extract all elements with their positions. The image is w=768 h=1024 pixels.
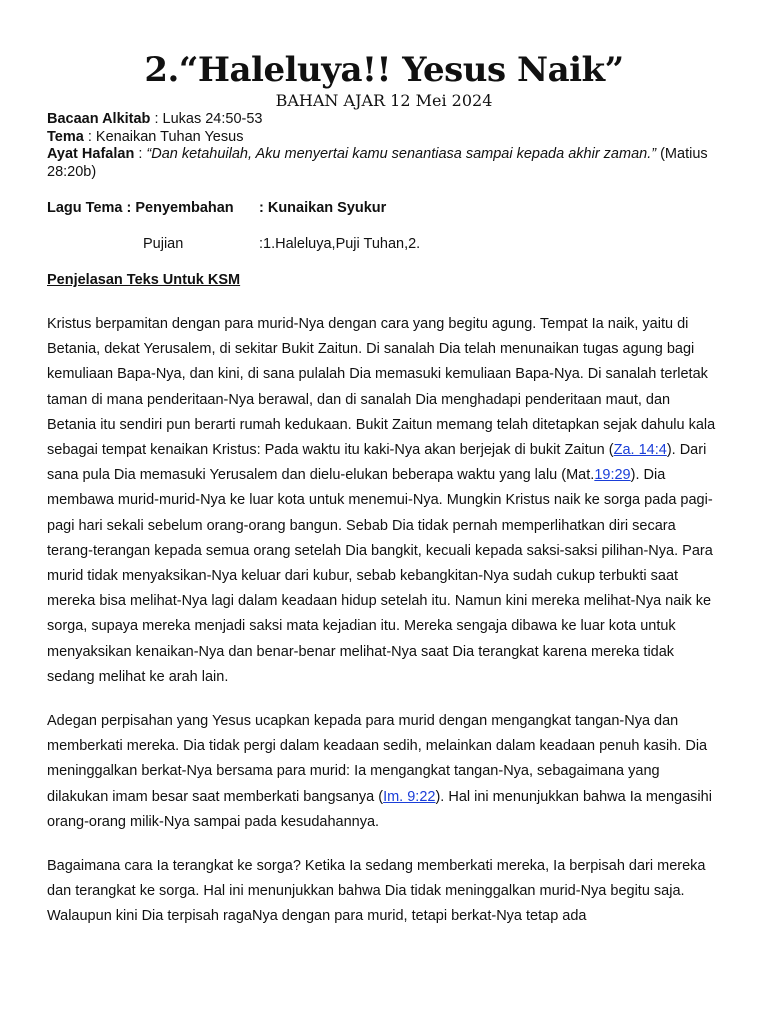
pujian-label: Pujian — [143, 236, 184, 252]
tema-label: Tema — [47, 128, 84, 145]
ayat-quote: “Dan ketahuilah, Aku menyertai kamu senantiasa sampai kepada akhir zaman.” — [146, 146, 657, 162]
ayat-reference: (Matius 28:20b) — [47, 146, 708, 180]
pujian-value: :1.Haleluya,Puji Tuhan,2. — [259, 236, 421, 252]
ayat-label: Ayat Hafalan — [47, 146, 135, 162]
paragraph-1-text-b: ). Dari sana pula Dia memasuki Yerusalem dan dielu-elukan beberapa waktu yang lalu (Mat. — [47, 442, 707, 484]
document-title: 2.“Haleluya!! Yesus Naik” — [144, 50, 624, 90]
pujian-line — [47, 235, 721, 253]
lesson-meta — [47, 111, 721, 181]
section-heading: Penjelasan Teks Untuk KSM — [47, 272, 241, 288]
paragraph-2-text-a: Adegan perpisahan yang Yesus ucapkan kepada para murid dengan mengangkat tangan-Nya dan memberkati mereka. Dia tidak pergi dalam keadaan sedih, melainkan dalam keadaan penuh kasih. Dia meninggalkan berkat-Nya bersama para murid: Ia mengangkat tangan-Nya, sebagaimana yang dilakukan imam besar saat memberkati bangsanya ( — [47, 713, 708, 805]
lagu-tema-value: : Kunaikan Syukur — [259, 200, 387, 216]
paragraph-1-text-c: ). Dia membawa murid-murid-Nya ke luar kota untuk menemui-Nya. Mungkin Kristus naik ke sorga pada pagi-pagi hari sekali sebelum orang-orang bangun. Sebab Dia tidak pernah memperlihatkan diri secara terang-terangan kepada semua orang setelah Dia bangkit, kecuali kepada saksi-saksi pilihan-Nya. Para murid tidak menyaksikan-Nya keluar dari kubur, sebab kebangkitan-Nya sudah cukup terbukti saat mereka bisa melihat-Nya lagi dalam keadaan hidup setelah itu. Namun kini mereka melihat-Nya naik ke sorga, supaya mereka menjadi saksi mata kejadian itu. Mereka sengaja dibawa ke luar kota untuk menyaksikan kenaikan-Nya dan benar-benar melihat-Nya saat Dia terangkat karena mereka tidak sedang melihat ke arah lain. — [47, 467, 713, 685]
scripture-link-zakharia[interactable]: Za. 14:4 — [613, 442, 667, 459]
bacaan-line — [47, 111, 721, 129]
paragraph-1-text-a: Kristus berpamitan dengan para murid-Nya dengan cara yang begitu agung. Tempat Ia naik, yaitu di Betania, dekat Yerusalem, di sekitar Bukit Zaitun. Di sanalah Dia telah menunaikan tugas agung bagi kemuliaan Bapa-Nya, dan kini, di sana pulalah Dia memasuki kemuliaan Bapa-Nya. Di sanalah terletak taman di mana penderitaan-Nya berawal, dan di sanalah Dia menghadapi penderitaan maut, dan Betania itu sendiri pun berarti rumah kedukaan. Bukit Zaitun memang telah ditetapkan sejak dahulu kala sebagai tempat kenaikan Kristus: Pada waktu itu kaki-Nya akan berjejak di bukit Zaitun ( — [47, 316, 716, 459]
tema-line — [47, 129, 721, 147]
paragraph-2 — [47, 709, 721, 835]
document-subtitle: BAHAN AJAR 12 Mei 2024 — [275, 91, 493, 110]
bacaan-value: : Lukas 24:50-53 — [150, 111, 263, 127]
lagu-tema-label: Lagu Tema : Penyembahan — [47, 200, 234, 216]
paragraph-3: Bagaimana cara Ia terangkat ke sorga? Ketika Ia sedang memberkati mereka, Ia berpisah dari mereka dan terangkat ke sorga. Hal ini menunjukkan bahwa Dia tidak meninggalkan murid-Nya begitu saja. Walaupun kini Dia terpisah ragaNya dengan para murid, tetapi berkat-Nya tetap ada — [47, 858, 706, 925]
tema-value: : Kenaikan Tuhan Yesus — [83, 128, 244, 145]
scripture-link-imamat[interactable]: Im. 9:22 — [383, 788, 436, 805]
lagu-tema-line — [47, 199, 721, 217]
ayat-separator: : — [134, 146, 147, 162]
bacaan-label: Bacaan Alkitab — [47, 111, 151, 127]
scripture-link-matius[interactable]: 19:29 — [594, 467, 631, 484]
paragraph-1 — [47, 312, 721, 690]
paragraph-2-text-b: ). Hal ini menunjukkan bahwa Ia mengasihi orang-orang milik-Nya sampai pada kesudahannya. — [47, 788, 712, 830]
ayat-line — [47, 146, 721, 181]
